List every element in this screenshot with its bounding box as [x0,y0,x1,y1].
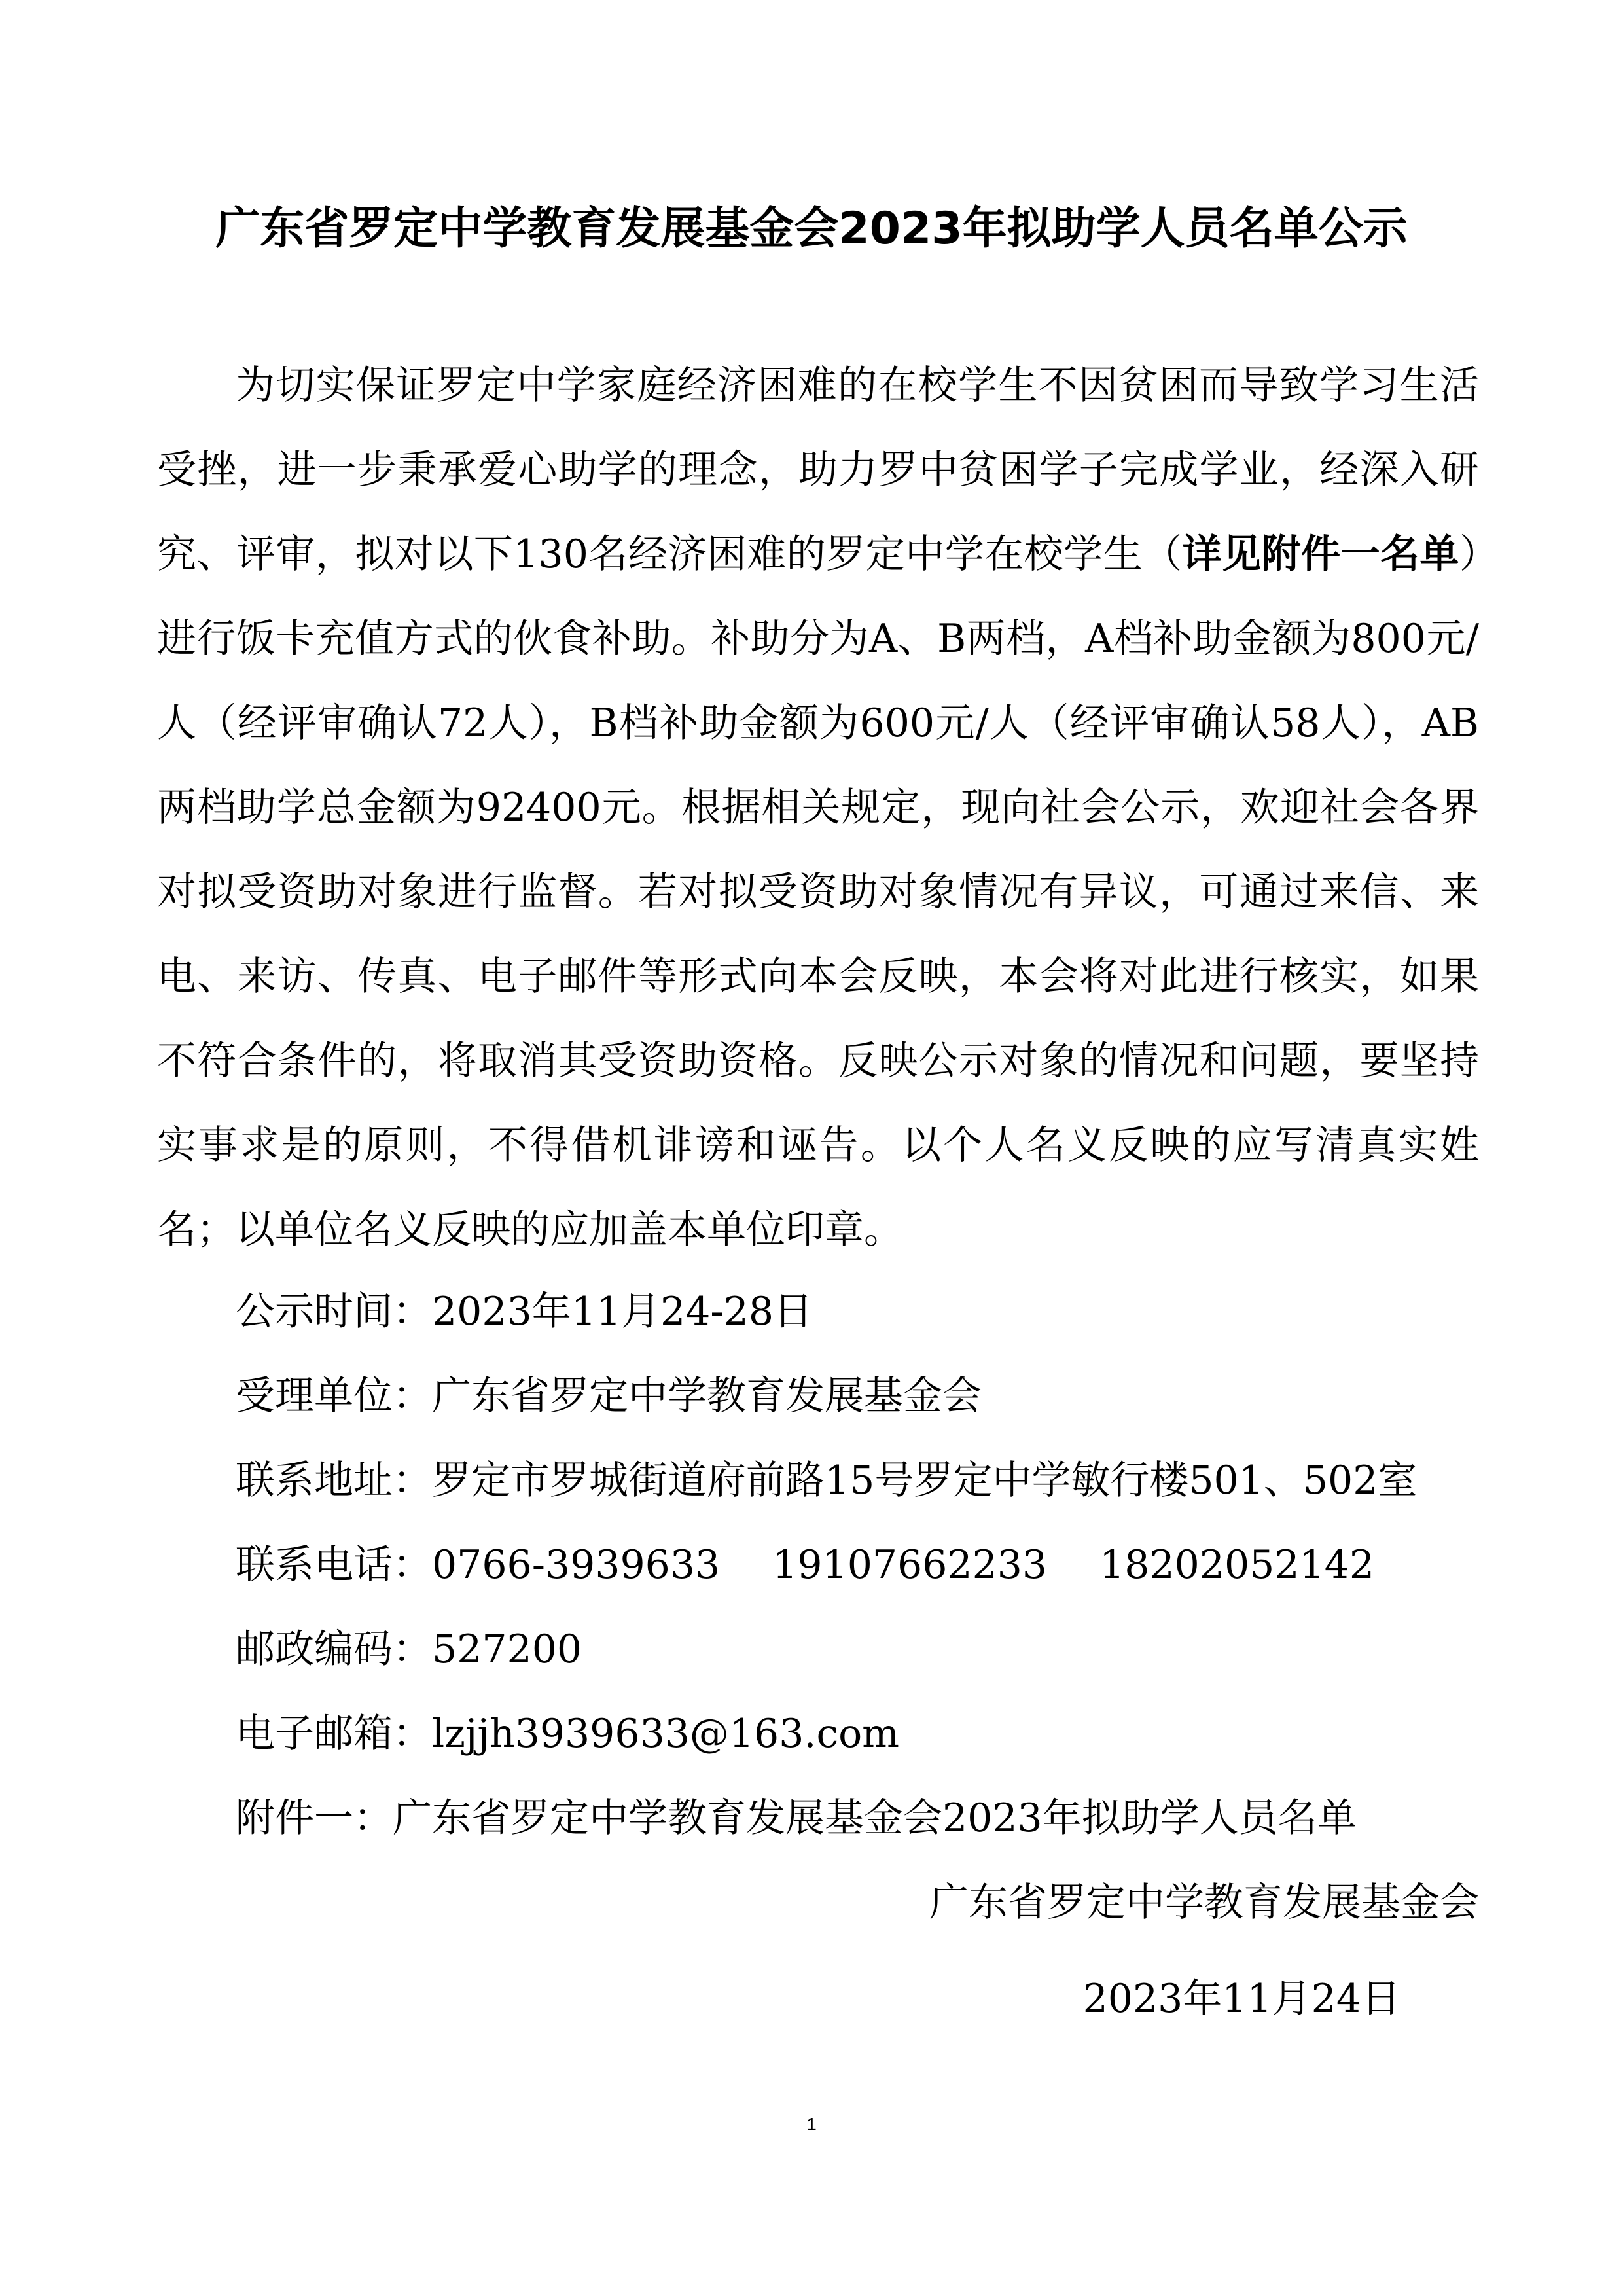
contact-address: 联系地址：罗定市罗城街道府前路15号罗定中学敏行楼501、502室 [236,1458,1418,1503]
announcement-paragraph [157,344,1479,1272]
contact-email: 电子邮箱：lzjjh3939633@163.com [236,1711,900,1757]
page-number: 1 [806,2114,817,2134]
announcement-period: 公示时间：2023年11月24-28日 [236,1289,813,1335]
phone-label: 联系电话： [236,1542,432,1588]
signature-date: 2023年11月24日 [1082,1976,1400,2022]
postal-code: 邮政编码：527200 [236,1626,582,1672]
paragraph-text-start: 为切实保证罗定中学家庭经济困难的在校学生不因贫困而导致学习生活受挫，进一步秉承爱心助学的理念，助力罗中贫困学子完成学业，经深入研究、评审，拟对以下130名经济困难的罗定中学在校学生（ [157,363,1479,577]
phone-number: 18202052142 [1099,1542,1375,1588]
phone-number: 19107662233 [772,1542,1048,1588]
paragraph-bold-reference: 详见附件一名单 [1182,531,1459,577]
contact-phone [236,1523,1374,1607]
paragraph-text-end: ）进行饭卡充值方式的伙食补助。补助分为A、B两档，A档补助金额为800元/人（经评审确认72人），B档补助金额为600元/人（经评审确认58人），AB两档助学总金额为92400元。根据相关规定，现向社会公示，欢迎社会各界对拟受资助对象进行监督。若对拟受资助对象情况有异议，可通过来信、来电、来访、传真、电子邮件等形式向本会反映，本会将对此进行核实，如果不符合条件的，将取消其受资助资格。反映公示对象的情况和问题，要坚持实事求是的原则，不得借机诽谤和诬告。以个人名义反映的应写清真实姓名；以单位名义反映的应加盖本单位印章。 [157,531,1479,1253]
phone-number: 0766-3939633 [432,1542,721,1588]
document-title: 广东省罗定中学教育发展基金会2023年拟助学人员名单公示 [215,203,1408,255]
attachment-note: 附件一：广东省罗定中学教育发展基金会2023年拟助学人员名单 [236,1795,1357,1841]
signature-organization: 广东省罗定中学教育发展基金会 [929,1880,1479,1926]
accepting-unit: 受理单位：广东省罗定中学教育发展基金会 [236,1373,982,1419]
